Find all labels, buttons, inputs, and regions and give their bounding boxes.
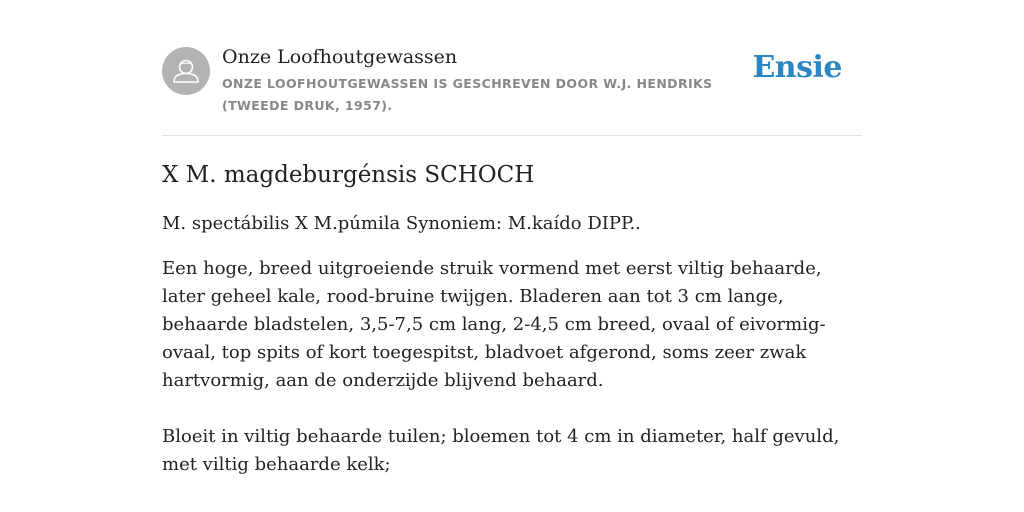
- source-description: ONZE LOOFHOUTGEWASSEN IS GESCHREVEN DOOR W.J. HENDRIKS (TWEEDE DRUK, 1957).: [222, 76, 713, 113]
- entry-title: X M. magdeburgénsis SCHOCH: [162, 162, 535, 188]
- source-title[interactable]: Onze Loofhoutgewassen: [222, 46, 458, 68]
- source-header: [162, 44, 862, 136]
- source-avatar[interactable]: [162, 47, 210, 95]
- entry-body: Een hoge, breed uitgroeiende struik vormend met eerst viltig behaarde, later geheel kale, rood-bruine twijgen. Bladeren aan tot 3 cm lange, behaarde bladstelen, 3,5-7,5 cm lang, 2-4,5 cm breed, ovaal of eivormig-ovaal, top spits of kort toegespitst, bladvoet afgerond, soms zeer zwak hartvormig, aan de onderzijde blijvend behaard. Bloeit in viltig behaarde tuilen; bloemen tot 4 cm in diameter, half gevuld, met viltig behaarde kelk;: [162, 258, 840, 475]
- user-silhouette-icon: [162, 47, 210, 95]
- entry-content: [162, 158, 862, 479]
- entry-synonym: M. spectábilis X M.púmila Synoniem: M.kaído DIPP..: [162, 213, 641, 234]
- ensie-logo[interactable]: Ensie: [752, 50, 842, 85]
